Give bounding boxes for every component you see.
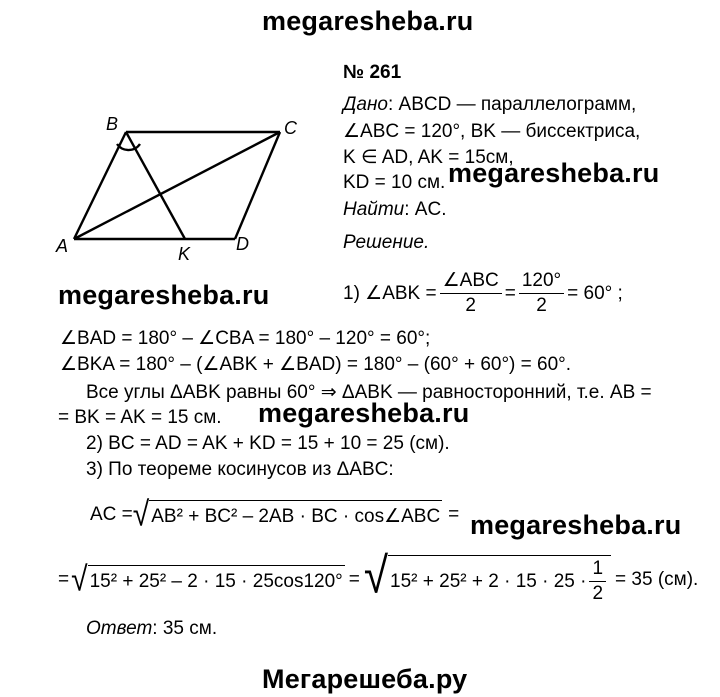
- fraction-numerator: 120°: [519, 270, 564, 294]
- solution-label: Решение.: [343, 232, 430, 253]
- vertex-label-d: D: [236, 234, 249, 254]
- vertex-label-a: A: [56, 236, 69, 256]
- given-line-2: ∠ABC = 120°, BK — биссектриса,: [343, 121, 641, 142]
- watermark-left: megaresheba.ru: [58, 280, 270, 310]
- solution-line-sides: = BK = AK = 15 см.: [58, 407, 222, 428]
- radical-sign: √: [71, 560, 88, 599]
- fraction-numerator: ∠ABC: [440, 270, 502, 294]
- fraction-120-over-2: [519, 270, 564, 317]
- fraction-one-half: [589, 558, 606, 605]
- sqrt-ac: [132, 495, 442, 534]
- sqrt-numeric-2: [363, 547, 611, 605]
- watermark-bottom: Мегарешеба.ру: [262, 664, 468, 694]
- numeric-computation: [58, 547, 699, 605]
- watermark-top: megaresheba.ru: [262, 6, 474, 36]
- watermark-right-upper: megaresheba.ru: [448, 158, 660, 188]
- ac-left: AC =: [90, 504, 133, 525]
- solution-line-equilateral: Все углы ΔABK равны 60° ⇒ ΔABK — равносторонний, т.е. AB =: [86, 382, 652, 403]
- radicand: [388, 555, 611, 605]
- solution-line-bc: 2) BC = AD = AK + KD = 15 + 10 = 25 (см).: [86, 433, 450, 454]
- problem-number: № 261: [343, 62, 402, 83]
- radicand: 15² + 25² – 2 · 15 · 25cos120°: [88, 565, 345, 595]
- fraction-denominator: 2: [536, 295, 547, 316]
- solution-line-bka: ∠BKA = 180° – (∠ABK + ∠BAD) = 180° – (60° + 60°) = 60°.: [60, 354, 572, 375]
- sqrt-numeric-1: [71, 560, 345, 599]
- fraction-denominator: 2: [465, 295, 476, 316]
- step1-prefix: 1) ∠ABK =: [343, 283, 437, 304]
- vertex-label-k: K: [178, 244, 191, 264]
- fraction-numerator: 1: [589, 558, 606, 582]
- equals-mid: =: [348, 569, 360, 590]
- given-line-1: [343, 94, 636, 116]
- parallelogram-figure: [50, 110, 300, 265]
- watermark-right-lower: megaresheba.ru: [470, 510, 682, 540]
- final-result: = 35 (см).: [615, 569, 699, 590]
- fraction-denominator: 2: [592, 583, 604, 604]
- equals-sign: =: [504, 282, 516, 304]
- step1-equation: [343, 270, 623, 317]
- ac-right: =: [448, 504, 460, 525]
- vertex-label-c: C: [284, 118, 297, 138]
- solution-line-bad: ∠BAD = 180° – ∠CBA = 180° – 120° = 60°;: [60, 328, 431, 349]
- answer-value: : 35 см.: [152, 618, 218, 639]
- fraction-abc-over-2: [440, 270, 502, 317]
- radicand-terms: 15² + 25² + 2 · 15 · 25 ·: [390, 570, 587, 592]
- side-ab: [74, 132, 126, 239]
- radicand: AB² + BC² – 2AB · BC · cos∠ABC: [149, 500, 442, 530]
- find-line: [343, 199, 446, 221]
- given-label: Дано: [343, 94, 388, 115]
- ac-formula: [90, 495, 460, 534]
- side-cd: [235, 132, 280, 239]
- given-text-1: : ABCD — параллелограмм,: [387, 94, 637, 115]
- step1-result: = 60° ;: [567, 282, 623, 304]
- find-value: : AC.: [404, 199, 447, 220]
- given-line-4: KD = 10 см.: [343, 172, 446, 193]
- equals-start: =: [58, 569, 70, 590]
- vertex-label-b: B: [106, 114, 119, 134]
- given-line-3: K ∈ AD, AK = 15см,: [343, 147, 514, 168]
- watermark-center: megaresheba.ru: [258, 398, 470, 428]
- radical-sign: √: [363, 547, 389, 605]
- radical-sign: √: [132, 495, 150, 534]
- answer-line: [86, 618, 217, 640]
- solution-line-cosine: 3) По теореме косинусов из ΔABC:: [86, 459, 394, 480]
- answer-label: Ответ: [86, 618, 153, 639]
- find-label: Найти: [343, 199, 405, 220]
